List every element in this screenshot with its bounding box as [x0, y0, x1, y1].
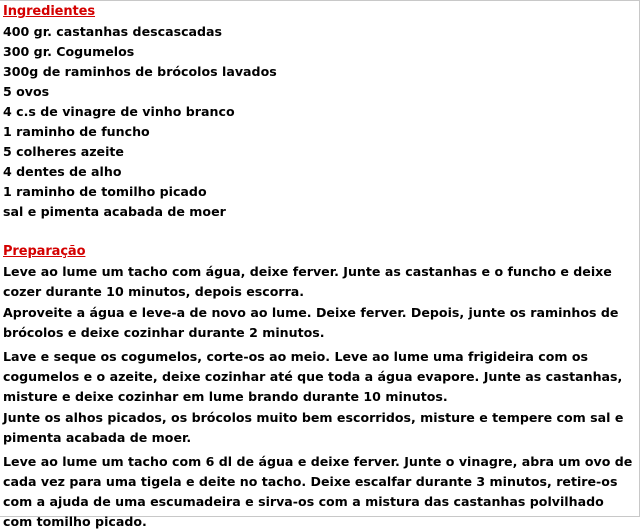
preparation-step: Aproveite a água e leve-a de novo ao lume. Deixe ferver. Depois, junte os raminhos de brócolos e deixe cozinhar durante 2 minutos. — [3, 305, 619, 340]
ingredient-item: 5 colheres azeite — [3, 144, 124, 159]
ingredient-item: 5 ovos — [3, 84, 50, 99]
preparation-step: Lave e seque os cogumelos, corte-os ao meio. Leve ao lume uma frigideira com os cogumelos e o azeite, deixe cozinhar até que toda a água evapore. Junte as castanhas, misture e deixe cozinhar em lume brando durante 10 minutos. — [3, 349, 623, 404]
ingredient-item: 1 raminho de tomilho picado — [3, 184, 207, 199]
ingredient-item: sal e pimenta acabada de moer — [3, 204, 226, 219]
ingredient-item: 4 c.s de vinagre de vinho branco — [3, 104, 235, 119]
ingredient-item: 300g de raminhos de brócolos lavados — [3, 64, 277, 79]
ingredient-item: 400 gr. castanhas descascadas — [3, 24, 223, 39]
preparation-heading: Preparação — [3, 244, 86, 259]
ingredient-item: 1 raminho de funcho — [3, 124, 150, 139]
section-spacer — [3, 222, 637, 242]
ingredients-heading: Ingredientes — [3, 4, 96, 19]
ingredient-item: 300 gr. Cogumelos — [3, 44, 135, 59]
preparation-step: Leve ao lume um tacho com 6 dl de água e deixe ferver. Junte o vinagre, abra um ovo de cada vez para uma tigela e deite no tacho. Deixe escalfar durante 3 minutos, retire-os com a ajuda de uma escumadeira e sirva-os com a mistura das castanhas polvilhado com tomilho picado. — [3, 454, 633, 529]
ingredients-list — [3, 22, 637, 222]
recipe-document — [3, 2, 637, 532]
preparation-steps — [3, 262, 637, 532]
preparation-step: Leve ao lume um tacho com água, deixe ferver. Junte as castanhas e o funcho e deixe cozer durante 10 minutos, depois escorra. — [3, 264, 612, 299]
ingredient-item: 4 dentes de alho — [3, 164, 122, 179]
preparation-step: Junte os alhos picados, os brócolos muito bem escorridos, misture e tempere com sal e pimenta acabada de moer. — [3, 410, 624, 445]
